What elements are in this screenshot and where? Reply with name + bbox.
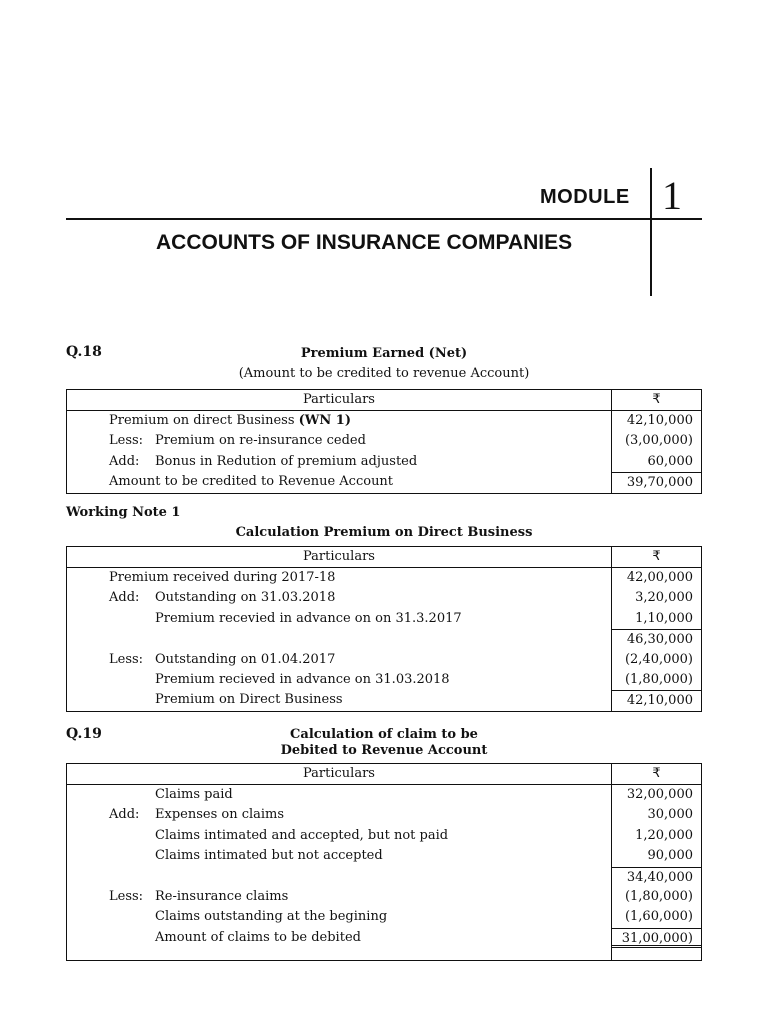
- amount-cell: 32,00,000: [626, 787, 693, 802]
- table-row: Claims paid: [155, 787, 233, 802]
- amount-subtotal: 46,30,000: [612, 629, 701, 649]
- amount-cell: 42,10,000: [626, 413, 693, 428]
- amount-cell: (1,80,000): [624, 888, 693, 904]
- wn1-table: [66, 546, 702, 712]
- amount-cell: 60,000: [647, 453, 693, 469]
- table-row: Claims intimated and accepted, but not paid: [155, 827, 449, 843]
- module-number: 1: [662, 173, 682, 218]
- q19-title-line2: Debited to Revenue Account: [280, 743, 488, 758]
- table-row: Less: Outstanding on 01.04.2017: [109, 651, 336, 667]
- module-label: MODULE: [540, 186, 630, 208]
- amount-total: 31,00,000): [612, 928, 701, 948]
- amount-subtotal: 34,40,000: [612, 867, 701, 887]
- wn1-title: Calculation Premium on Direct Business: [235, 525, 533, 540]
- table-row: Claims intimated but not accepted: [155, 848, 383, 864]
- q19-table: [66, 763, 702, 961]
- col-particulars: Particulars: [303, 392, 375, 407]
- q19-label: Q.19: [66, 726, 102, 742]
- chapter-title: ACCOUNTS OF INSURANCE COMPANIES: [156, 231, 573, 254]
- table-row: Less: Premium on re-insurance ceded: [109, 433, 366, 449]
- q18-table: [66, 389, 702, 494]
- table-row: Less: Re-insurance claims: [109, 888, 289, 904]
- table-row: Premium on direct Business (WN 1): [109, 413, 351, 428]
- amount-cell: 90,000: [647, 848, 693, 864]
- amount-cell: 1,20,000: [635, 827, 693, 843]
- table-row: Premium recevied in advance on on 31.3.2017: [155, 610, 462, 626]
- table-row: Claims outstanding at the begining: [155, 909, 388, 925]
- q18-subtitle: (Amount to be credited to revenue Account): [238, 366, 530, 381]
- amount-cell: 42,00,000: [626, 570, 693, 585]
- table-row-spacer: [67, 948, 611, 960]
- header-rule: [66, 218, 702, 220]
- table-row: Amount to be credited to Revenue Account: [109, 474, 394, 490]
- q19-title-line1: Calculation of claim to be: [290, 727, 478, 742]
- table-row: Add: Outstanding on 31.03.2018: [109, 590, 336, 606]
- rupee-icon: ₹: [611, 547, 701, 567]
- table-row: [67, 867, 611, 887]
- table-row: Add: Bonus in Redution of premium adjusted: [109, 453, 418, 469]
- amount-cell: 30,000: [647, 807, 693, 823]
- amount-cell: (1,60,000): [624, 909, 693, 925]
- q18-title: Premium Earned (Net): [300, 346, 468, 361]
- q18-label: Q.18: [66, 344, 102, 360]
- table-row: Premium recieved in advance on 31.03.2018: [155, 671, 450, 687]
- amount-cell: (3,00,000): [624, 433, 693, 449]
- rupee-icon: ₹: [611, 390, 701, 410]
- table-row: Amount of claims to be debited: [155, 929, 361, 945]
- col-particulars: Particulars: [303, 766, 375, 781]
- amount-cell: (2,40,000): [624, 651, 693, 667]
- col-particulars: Particulars: [303, 549, 375, 564]
- table-row: Premium received during 2017-18: [109, 570, 336, 585]
- amount-cell: 1,10,000: [635, 610, 693, 626]
- amount-total: 39,70,000: [612, 472, 701, 492]
- table-row: Premium on Direct Business: [155, 692, 343, 708]
- table-row: [67, 629, 611, 649]
- amount-total: 42,10,000: [612, 690, 701, 710]
- rupee-icon: ₹: [611, 764, 701, 784]
- table-row: Add: Expenses on claims: [109, 807, 285, 823]
- amount-cell: 3,20,000: [635, 590, 693, 606]
- working-note-label: Working Note 1: [66, 505, 181, 520]
- header-divider: [650, 168, 652, 296]
- amount-cell: (1,80,000): [624, 671, 693, 687]
